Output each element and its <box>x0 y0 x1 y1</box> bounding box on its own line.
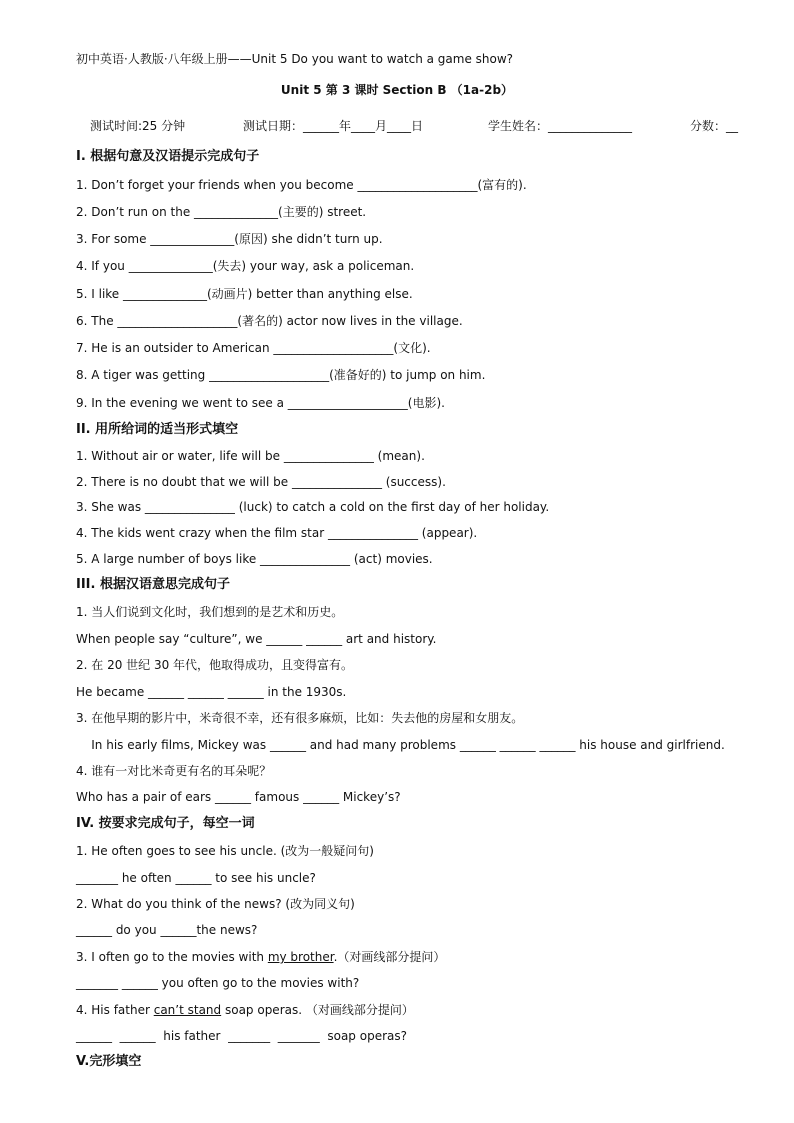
test-date: 测试日期：______年____月____日 <box>243 119 424 133</box>
s4-item-3-a: _______ ______ you often go to the movies with? <box>76 976 360 990</box>
s3-item-2-en: He became ______ ______ ______ in the 1930s. <box>76 685 347 699</box>
s4-item-3-q: 3. I often go to the movies with my brother.（对画线部分提问） <box>76 950 446 964</box>
s2-item-1: 1. Without air or water, life will be _______________ (mean). <box>76 449 425 463</box>
s4-item-4-a: ______ ______ his father _______ _______ soap operas? <box>76 1029 407 1043</box>
s4-item-1-q: 1. He often goes to see his uncle. (改为一般疑问句) <box>76 844 374 858</box>
s4-item-2-q: 2. What do you think of the news? (改为同义句) <box>76 897 355 911</box>
section-1-heading: I. 根据句意及汉语提示完成句子 <box>76 149 260 164</box>
s1-item-6: 6. The ____________________(著名的) actor now lives in the village. <box>76 314 463 328</box>
s1-item-7: 7. He is an outsider to American ____________________(文化). <box>76 341 431 355</box>
s3-item-1-cn: 1. 当人们说到文化时，我们想到的是艺术和历史。 <box>76 605 344 619</box>
s3-item-3-cn: 3. 在他早期的影片中，米奇很不幸，还有很多麻烦，比如：失去他的房屋和女朋友。 <box>76 711 524 725</box>
student-name: 学生姓名：______________ <box>488 119 633 133</box>
s1-item-3: 3. For some ______________(原因) she didn’t turn up. <box>76 232 383 246</box>
section-2-heading: II. 用所给词的适当形式填空 <box>76 422 239 437</box>
s4-item-4-q: 4. His father can’t stand soap operas. （对画线部分提问） <box>76 1003 414 1017</box>
s2-item-5: 5. A large number of boys like _______________ (act) movies. <box>76 552 433 566</box>
s3-item-2-cn: 2. 在 20 世纪 30 年代，他取得成功，且变得富有。 <box>76 658 354 672</box>
s1-item-4: 4. If you ______________(失去) your way, ask a policeman. <box>76 259 415 273</box>
s3-item-4-cn: 4. 谁有一对比米奇更有名的耳朵呢？ <box>76 764 272 778</box>
underlined-word: my brother <box>267 950 334 964</box>
s2-item-2: 2. There is no doubt that we will be _______________ (success). <box>76 475 446 489</box>
section-3-heading: III. 根据汉语意思完成句子 <box>76 577 230 592</box>
s4-item-2-a: ______ do you ______the news? <box>76 923 258 937</box>
s1-item-8: 8. A tiger was getting ____________________(准备好的) to jump on him. <box>76 368 486 382</box>
underlined-word: can’t stand <box>153 1003 222 1017</box>
s1-item-9: 9. In the evening we went to see a ____________________(电影). <box>76 396 445 410</box>
s3-item-4-en: Who has a pair of ears ______ famous ______ Mickey’s? <box>76 790 401 804</box>
s1-item-1: 1. Don’t forget your friends when you become ____________________(富有的). <box>76 178 527 192</box>
s1-item-5: 5. I like ______________(动画片) better than anything else. <box>76 287 413 301</box>
s3-item-1-en: When people say “culture”, we ______ ______ art and history. <box>76 632 437 646</box>
breadcrumb: 初中英语·人教版·八年级上册——Unit 5 Do you want to watch a game show? <box>76 52 514 66</box>
score: 分数：__ <box>690 119 739 133</box>
section-5-heading: V.完形填空 <box>76 1054 142 1069</box>
s2-item-4: 4. The kids went crazy when the film star _______________ (appear). <box>76 526 478 540</box>
section-4-heading: IV. 按要求完成句子，每空一词 <box>76 816 255 831</box>
s4-item-1-a: _______ he often ______ to see his uncle? <box>76 871 316 885</box>
s3-item-3-en: In his early films, Mickey was ______ and had many problems ______ ______ ______ his house and girlfriend. <box>76 738 725 752</box>
test-time: 测试时间:25 分钟 <box>90 119 186 133</box>
s1-item-2: 2. Don’t run on the ______________(主要的) street. <box>76 205 367 219</box>
page-title: Unit 5 第 3 课时 Section B （1a-2b） <box>280 83 514 97</box>
s2-item-3: 3. She was _______________ (luck) to catch a cold on the first day of her holiday. <box>76 500 550 514</box>
